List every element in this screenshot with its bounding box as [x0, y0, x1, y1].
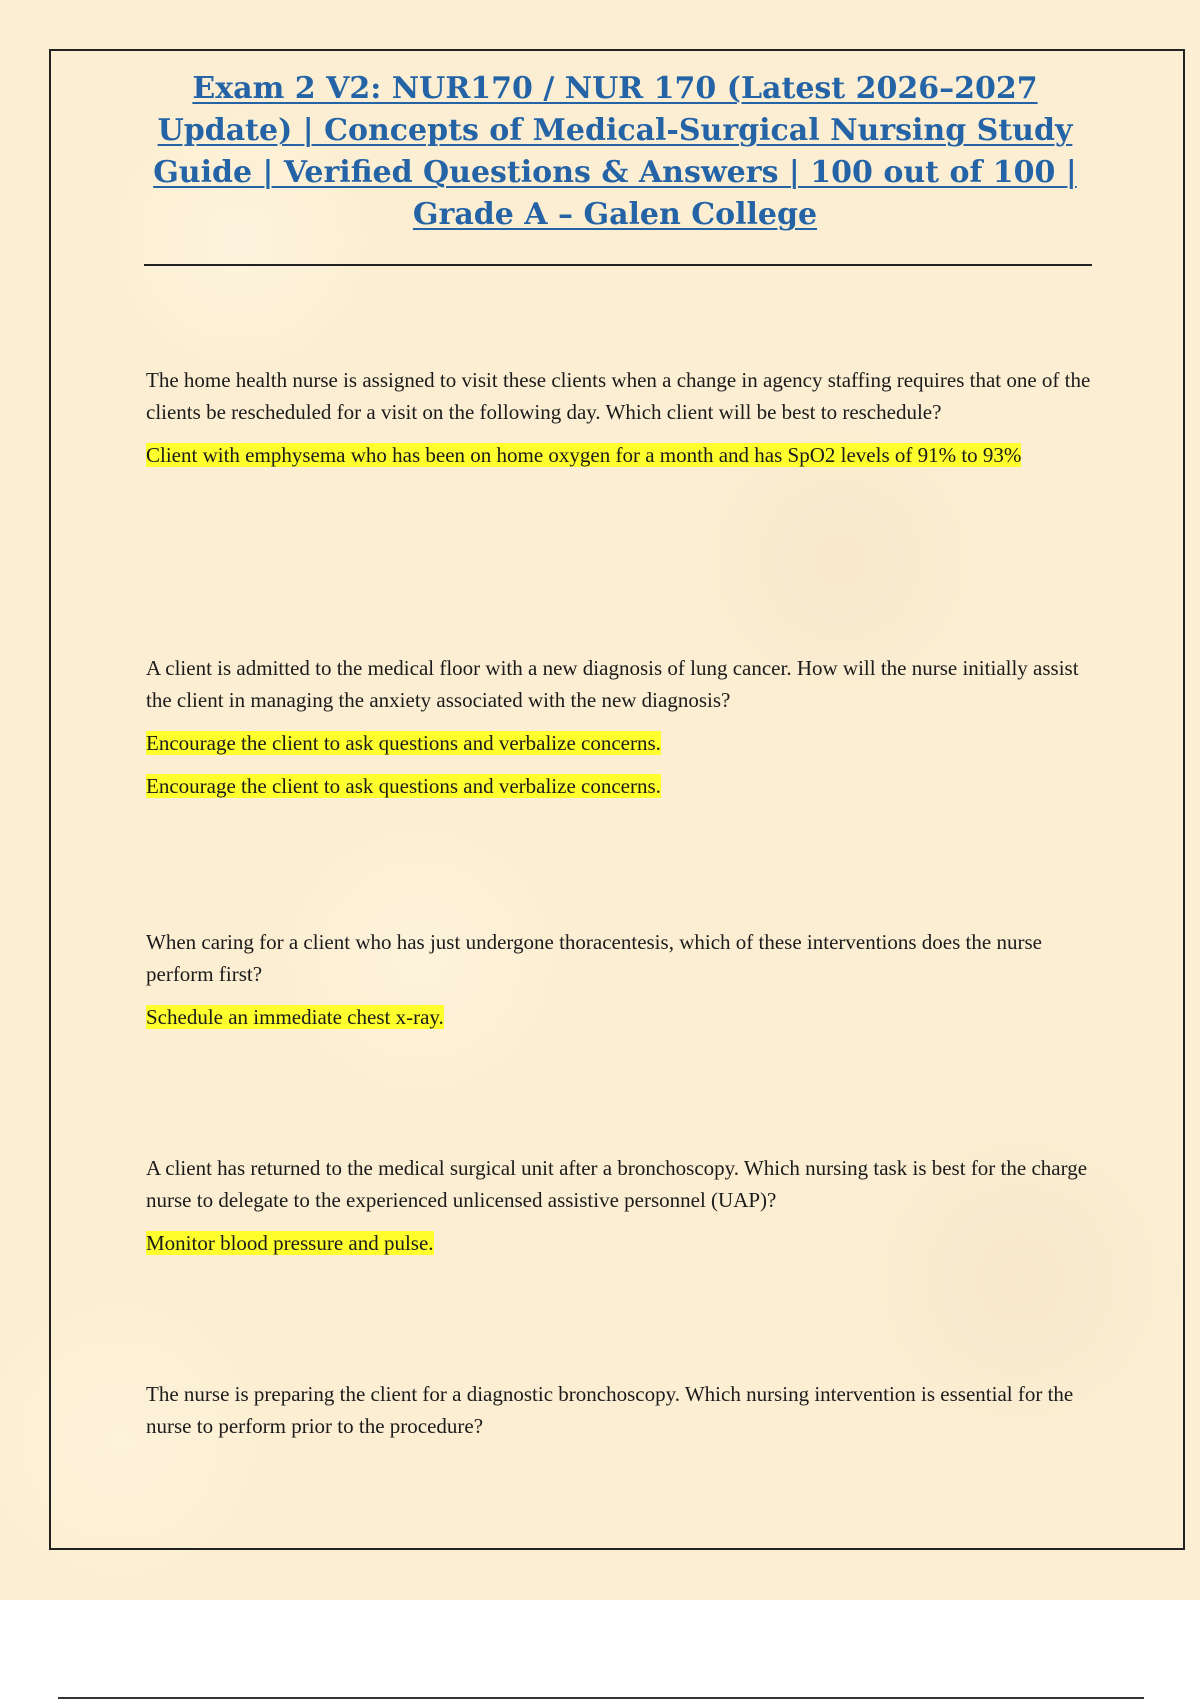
qa-block-1 — [146, 364, 1092, 471]
bottom-divider — [58, 1697, 1144, 1699]
answer-2a-highlight: Encourage the client to ask questions and verbalize concerns. — [146, 731, 661, 755]
qa-block-2 — [146, 652, 1092, 802]
answer-1 — [146, 439, 1092, 471]
qa-block-5 — [146, 1378, 1092, 1442]
qa-block-3 — [146, 926, 1092, 1033]
title-divider — [144, 264, 1092, 266]
answer-2b — [146, 770, 1092, 802]
answer-2b-highlight: Encourage the client to ask questions and verbalize concerns. — [146, 774, 661, 798]
question-5: The nurse is preparing the client for a diagnostic bronchoscopy. Which nursing intervention is essential for the nurse to perform prior to the procedure? — [146, 1382, 1074, 1438]
answer-1-highlight: Client with emphysema who has been on home oxygen for a month and has SpO2 levels of 91% to 93% — [146, 443, 1022, 467]
document-title: Exam 2 V2: NUR170 / NUR 170 (Latest 2026–2027 Update) | Concepts of Medical-Surgical Nursing Study Guide | Verified Questions & Answers | 100 out of 100 | Grade A – Galen College — [153, 71, 1077, 232]
question-4: A client has returned to the medical surgical unit after a bronchoscopy. Which nursing task is best for the charge nurse to delegate to the experienced unlicensed assistive personnel (UAP)? — [146, 1156, 1088, 1212]
question-1: The home health nurse is assigned to visit these clients when a change in agency staffing requires that one of the clients be rescheduled for a visit on the following day. Which client will be best to reschedule? — [146, 368, 1091, 424]
question-3: When caring for a client who has just undergone thoracentesis, which of these interventions does the nurse perform first? — [146, 930, 1042, 986]
answer-4-highlight: Monitor blood pressure and pulse. — [146, 1231, 434, 1255]
qa-block-4 — [146, 1152, 1092, 1259]
question-2: A client is admitted to the medical floor with a new diagnosis of lung cancer. How will the nurse initially assist the client in managing the anxiety associated with the new diagnosis? — [146, 656, 1079, 712]
answer-3 — [146, 1001, 1092, 1033]
answer-3-highlight: Schedule an immediate chest x-ray. — [146, 1005, 444, 1029]
answer-2a — [146, 727, 1092, 759]
answer-4 — [146, 1227, 1092, 1259]
